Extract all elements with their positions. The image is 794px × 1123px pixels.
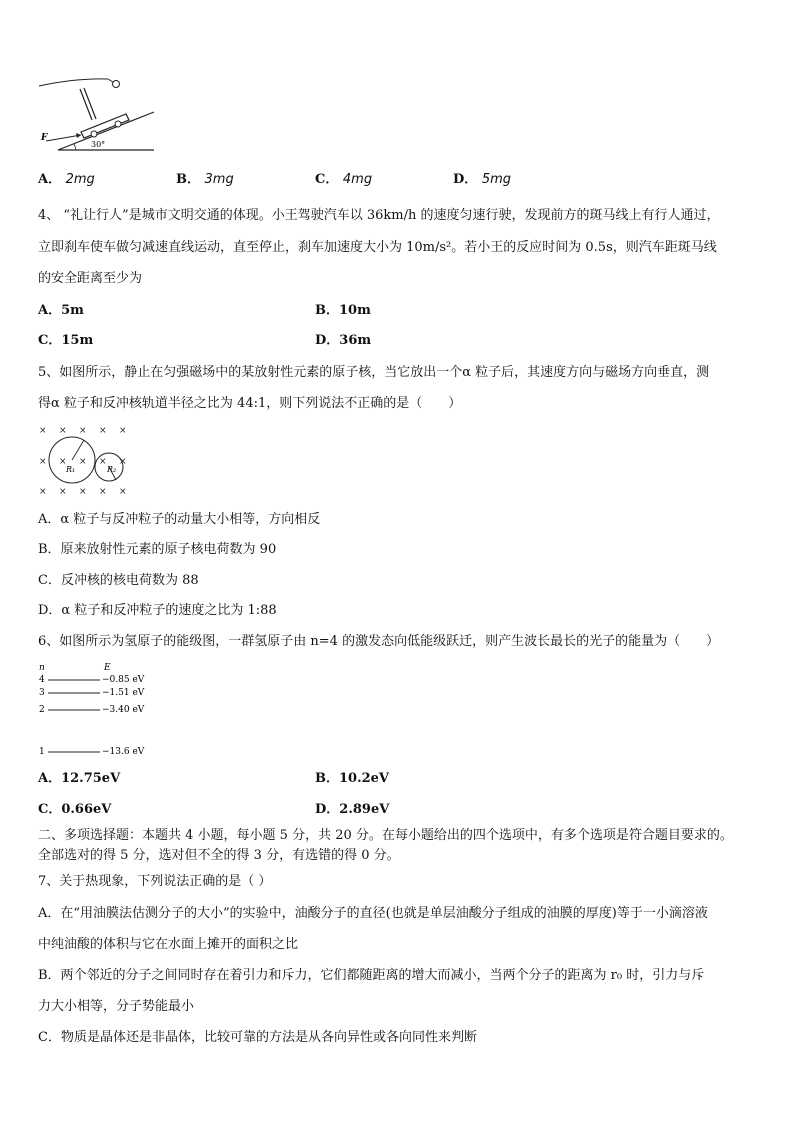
q5-option-a: A．α 粒子与反冲粒子的动量大小相等，方向相反: [38, 512, 321, 527]
level-3-energy: −1.51 eV: [102, 688, 145, 698]
level-3-n: 3: [39, 688, 45, 698]
q5-stem-line-2: 得α 粒子和反冲核轨道半径之比为 44:1，则下列说法不正确的是（ ）: [38, 396, 462, 411]
svg-text:×: ×: [99, 457, 107, 467]
svg-text:×: ×: [39, 457, 47, 467]
q6-option-c: C．0.66eV: [38, 802, 112, 817]
level-2-n: 2: [39, 705, 45, 715]
svg-text:×: ×: [79, 426, 87, 436]
svg-text:×: ×: [39, 487, 47, 497]
q3-option-d: D． 5mg: [453, 172, 511, 187]
q6-option-d: D．2.89eV: [315, 802, 390, 817]
energy-level-diagram: [36, 660, 166, 760]
q4-option-d: D．36m: [315, 333, 372, 348]
q5-option-b: B．原来放射性元素的原子核电荷数为 90: [38, 542, 277, 557]
svg-text:×: ×: [99, 426, 107, 436]
q3-option-b: B． 3mg: [176, 172, 234, 187]
section-2-heading-line-1: 二、多项选择题：本题共 4 小题，每小题 5 分，共 20 分。在每小题给出的四个选项中，有多个选项是符合题目要求的。: [38, 828, 733, 843]
q6-option-b: B．10.2eV: [315, 771, 390, 786]
level-4-energy: −0.85 eV: [102, 675, 145, 685]
q4-stem-line-1: 4、 “礼让行人”是城市文明交通的体现。小王驾驶汽车以 36km/h 的速度匀速行驶，发现前方的斑马线上有行人通过，: [38, 208, 720, 223]
svg-text:×: ×: [79, 457, 87, 467]
q6-option-a: A．12.75eV: [38, 771, 121, 786]
r2-label: R₂: [107, 465, 117, 474]
q3-option-a: A． 2mg: [38, 172, 95, 187]
svg-text:×: ×: [119, 426, 127, 436]
level-1-n: 1: [39, 747, 45, 757]
q7-option-b-line-2: 力大小相等，分子势能最小: [38, 999, 195, 1014]
n-header: n: [39, 663, 45, 673]
svg-text:×: ×: [99, 487, 107, 497]
q4-stem-line-2: 立即刹车使车做匀减速直线运动，直至停止，刹车加速度大小为 10m/s²。若小王的反应时间为 0.5s，则汽车距斑马线: [38, 240, 717, 255]
q4-option-a: A．5m: [38, 303, 84, 318]
q7-option-c: C．物质是晶体还是非晶体，比较可靠的方法是从各向异性或各向同性来判断: [38, 1030, 477, 1045]
svg-text:×: ×: [59, 457, 67, 467]
svg-text:×: ×: [39, 426, 47, 436]
level-2-energy: −3.40 eV: [102, 705, 145, 715]
q6-stem: 6、如图所示为氢原子的能级图，一群氢原子由 n=4 的激发态向低能级跃迁，则产生波长最长的光子的能量为（ ）: [38, 634, 720, 649]
force-label: F: [41, 133, 48, 143]
e-header: E: [104, 663, 111, 673]
q5-stem-line-1: 5、如图所示，静止在匀强磁场中的某放射性元素的原子核，当它放出一个α 粒子后，其速度方向与磁场方向垂直，测: [38, 365, 710, 380]
q4-option-b: B．10m: [315, 303, 371, 318]
section-2-heading-line-2: 全部选对的得 5 分，选对但不全的得 3 分，有选错的得 0 分。: [38, 848, 400, 863]
svg-text:×: ×: [119, 457, 127, 467]
magnetic-field-figure: [36, 422, 136, 498]
svg-text:×: ×: [59, 487, 67, 497]
q7-stem: 7、关于热现象，下列说法正确的是（ ）: [38, 874, 272, 889]
q5-option-c: C．反冲核的核电荷数为 88: [38, 573, 199, 588]
q7-option-a-line-1: A．在“用油膜法估测分子的大小”的实验中，油酸分子的直径(也就是单层油酸分子组成的油膜的厚度)等于一小滴溶液: [38, 906, 708, 921]
level-4-n: 4: [39, 675, 45, 685]
q4-option-c: C．15m: [38, 333, 94, 348]
r1-label: R₁: [66, 465, 76, 474]
q7-option-b-line-1: B．两个邻近的分子之间同时存在着引力和斥力，它们都随距离的增大而减小，当两个分子的距离为 r₀ 时，引力与斥: [38, 968, 705, 983]
angle-label: 30°: [91, 140, 106, 149]
svg-text:×: ×: [79, 487, 87, 497]
q3-option-c: C． 4mg: [315, 172, 373, 187]
q7-option-a-line-2: 中纯油酸的体积与它在水面上摊开的面积之比: [38, 937, 299, 952]
q5-option-d: D．α 粒子和反冲粒子的速度之比为 1:88: [38, 603, 277, 618]
q4-stem-line-3: 的安全距离至少为: [38, 271, 143, 286]
level-1-energy: −13.6 eV: [102, 747, 145, 757]
incline-figure: [36, 74, 158, 154]
svg-text:×: ×: [119, 487, 127, 497]
svg-text:×: ×: [59, 426, 67, 436]
